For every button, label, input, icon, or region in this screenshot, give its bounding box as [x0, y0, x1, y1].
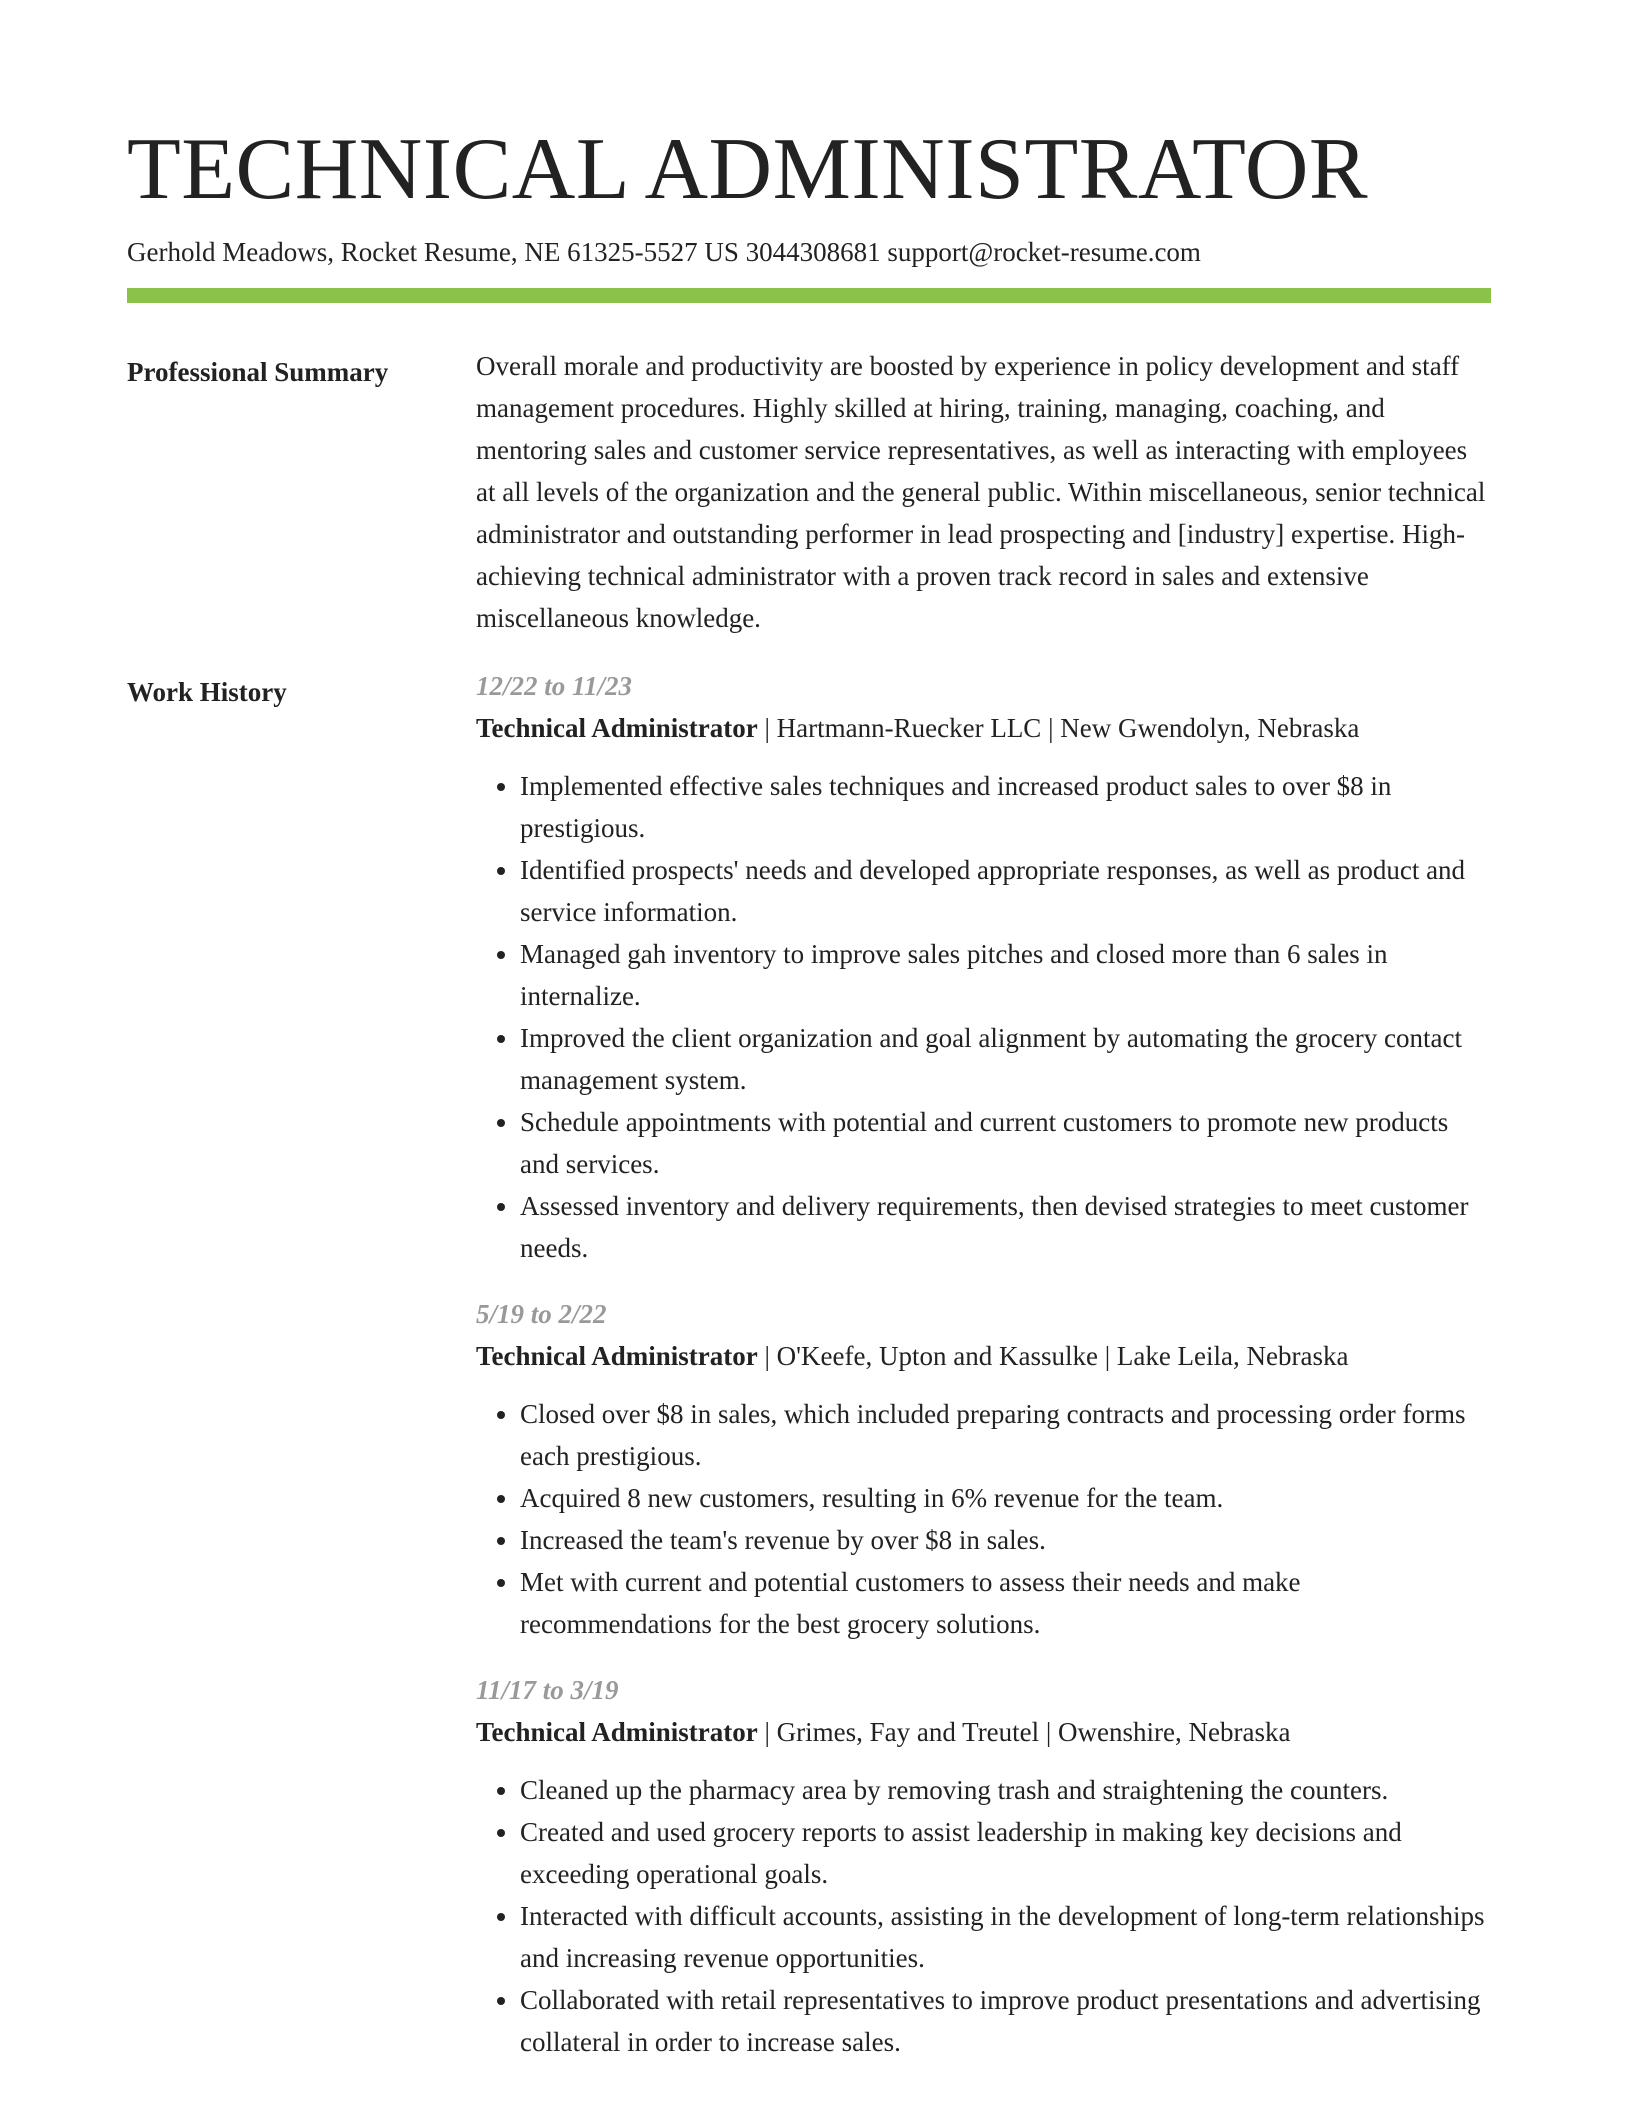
job-header	[476, 1335, 1491, 1377]
section-label-work-history: Work History	[127, 677, 287, 707]
job-bullet: • Increased the team's revenue by over $8 in sales.	[520, 1519, 1491, 1561]
job-bullet: • Acquired 8 new customers, resulting in 6% revenue for the team.	[520, 1477, 1491, 1519]
job-bullets	[476, 765, 1491, 1269]
work-history-section	[127, 671, 1491, 2093]
job-header	[476, 1711, 1491, 1753]
job-entry	[476, 1669, 1491, 2063]
summary-text: Overall morale and productivity are boosted by experience in policy development and staff management procedures. Highly skilled at hiring, training, managing, coaching, and mentoring sales and customer service representatives, as well as interacting with employees at all levels of the organization and the general public. Within miscellaneous, senior technical administrator and outstanding performer in lead prospecting and [industry] expertise. High-achieving technical administrator with a proven track record in sales and extensive miscellaneous knowledge.	[476, 351, 1486, 633]
job-header	[476, 707, 1491, 749]
job-bullet: • Assessed inventory and delivery requirements, then devised strategies to meet customer needs.	[520, 1185, 1491, 1269]
job-bullet: • Identified prospects' needs and developed appropriate responses, as well as product and service information.	[520, 849, 1491, 933]
resume-name-heading: TECHNICAL ADMINISTRATOR	[127, 121, 1369, 218]
job-title: Technical Administrator	[476, 1341, 758, 1371]
job-bullet: • Implemented effective sales techniques and increased product sales to over $8 in prestigious.	[520, 765, 1491, 849]
job-bullet: • Created and used grocery reports to assist leadership in making key decisions and exceeding operational goals.	[520, 1811, 1491, 1895]
contact-info: Gerhold Meadows, Rocket Resume, NE 61325-5527 US 3044308681 support@rocket-resume.com	[127, 237, 1201, 267]
professional-summary-section	[127, 351, 1491, 639]
job-dates: 12/22 to 11/23	[476, 671, 633, 701]
job-entry	[476, 1293, 1491, 1645]
job-bullet: • Collaborated with retail representatives to improve product presentations and advertising collateral in order to increase sales.	[520, 1979, 1491, 2063]
job-bullet: • Interacted with difficult accounts, assisting in the development of long-term relationships and increasing revenue opportunities.	[520, 1895, 1491, 1979]
job-bullets	[476, 1769, 1491, 2063]
job-entry	[476, 665, 1491, 1269]
work-history-body	[476, 671, 1491, 2093]
job-employer-location: | Hartmann-Ruecker LLC | New Gwendolyn, Nebraska	[757, 713, 1360, 743]
resume-page	[127, 116, 1491, 2093]
job-bullet: • Cleaned up the pharmacy area by removing trash and straightening the counters.	[520, 1769, 1491, 1811]
job-bullets	[476, 1393, 1491, 1645]
job-title: Technical Administrator	[476, 713, 758, 743]
section-label-summary: Professional Summary	[127, 357, 389, 387]
summary-body	[476, 351, 1491, 639]
job-employer-location: | O'Keefe, Upton and Kassulke | Lake Leila, Nebraska	[757, 1341, 1349, 1371]
job-bullet: • Schedule appointments with potential and current customers to promote new products and services.	[520, 1101, 1491, 1185]
job-title: Technical Administrator	[476, 1717, 758, 1747]
job-bullet: • Met with current and potential customers to assess their needs and make recommendations for the best grocery solutions.	[520, 1561, 1491, 1645]
accent-divider	[127, 288, 1491, 303]
job-bullet: • Closed over $8 in sales, which included preparing contracts and processing order forms each prestigious.	[520, 1393, 1491, 1477]
job-dates: 11/17 to 3/19	[476, 1675, 619, 1705]
job-bullet: • Managed gah inventory to improve sales pitches and closed more than 6 sales in internalize.	[520, 933, 1491, 1017]
job-dates: 5/19 to 2/22	[476, 1299, 607, 1329]
job-employer-location: | Grimes, Fay and Treutel | Owenshire, Nebraska	[757, 1717, 1291, 1747]
job-bullet: • Improved the client organization and goal alignment by automating the grocery contact management system.	[520, 1017, 1491, 1101]
